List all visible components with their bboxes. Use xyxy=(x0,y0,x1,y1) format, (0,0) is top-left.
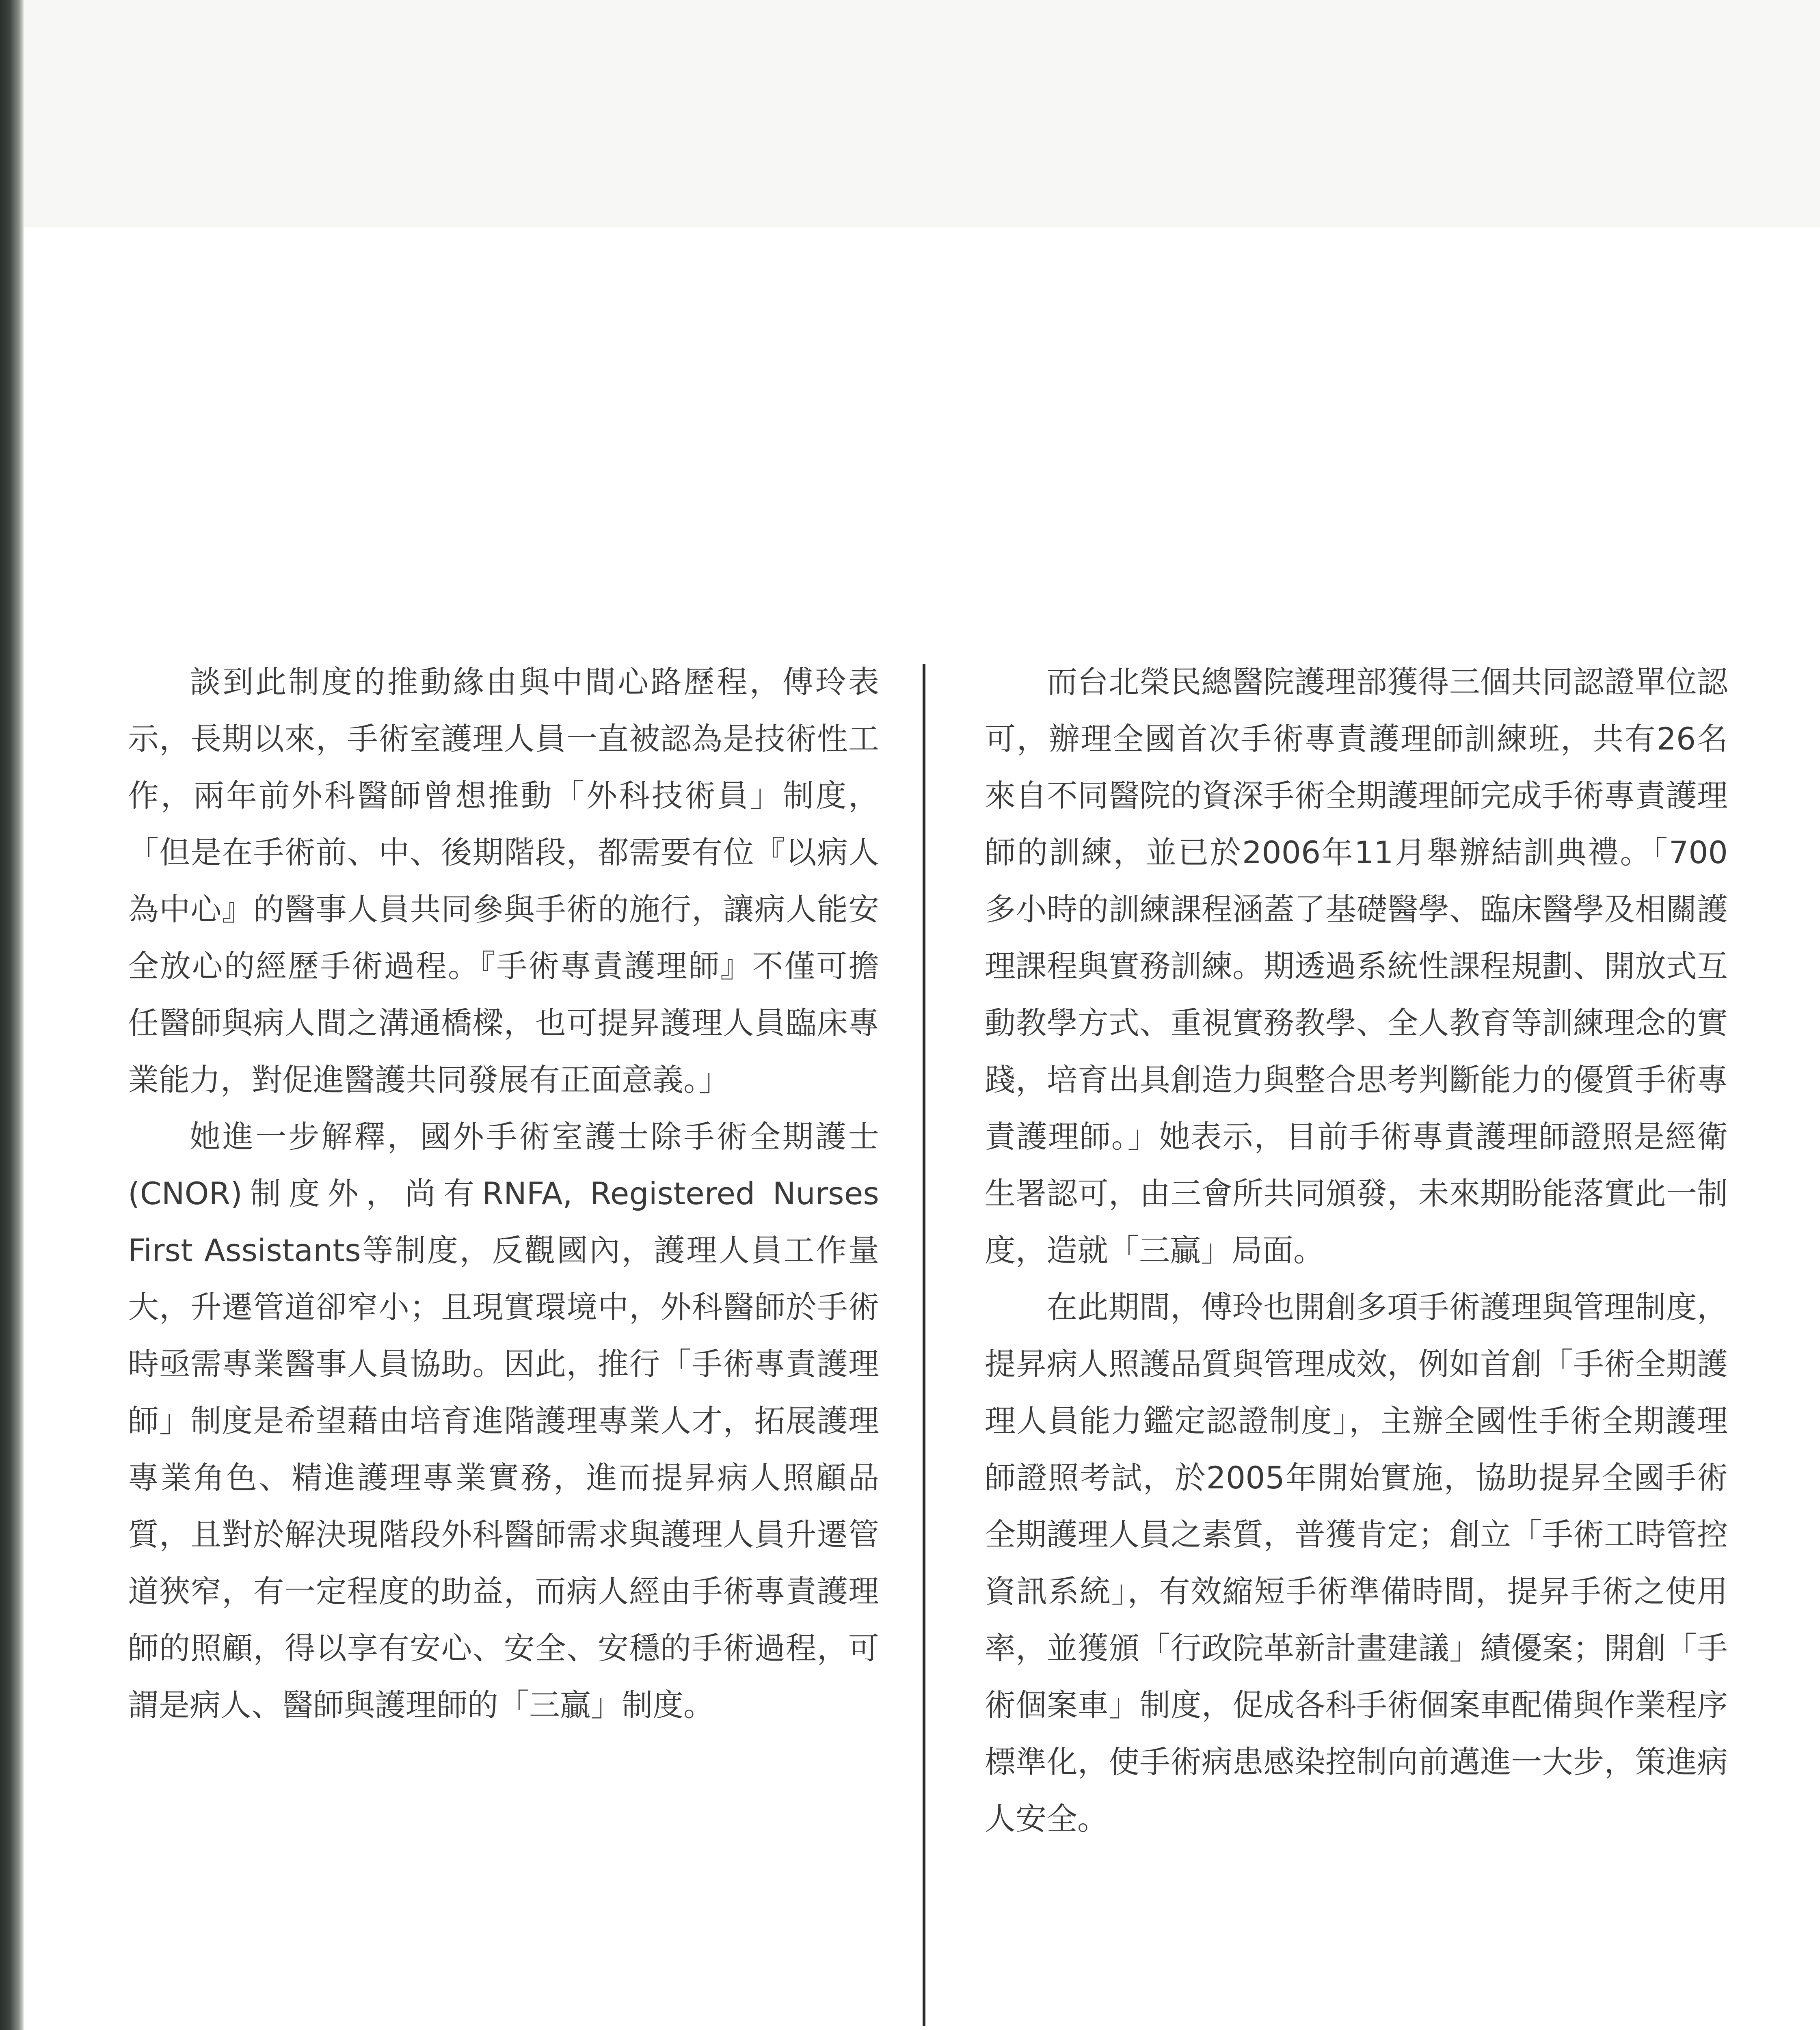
page-binding-edge xyxy=(0,0,24,2030)
top-background-band xyxy=(24,0,1820,227)
right-paragraph-2: 在此期間，傅玲也開創多項手術護理與管理制度，提昇病人照護品質與管理成效，例如首創「手術全期護理人員能力鑑定認證制度」，主辦全國性手術全期護理師證照考試，於2005年開始實施，協助提昇全國手術全期護理人員之素質，普獲肯定；創立「手術工時管控資訊系統」，有效縮短手術準備時間，提昇手術之使用率，並獲頒「行政院革新計畫建議」績優案；開創「手術個案車」制度，促成各科手術個案車配備與作業程序標準化，使手術病患感染控制向前邁進一大步，策進病人安全。 xyxy=(985,1289,1728,1837)
article-right-column xyxy=(985,654,1728,1847)
right-paragraph-1: 而台北榮民總醫院護理部獲得三個共同認證單位認可，辦理全國首次手術專責護理師訓練班，共有26名來自不同醫院的資深手術全期護理師完成手術專責護理師的訓練，並已於2006年11月舉辦結訓典禮。「700多小時的訓練課程涵蓋了基礎醫學、臨床醫學及相關護理課程與實務訓練。期透過系統性課程規劃、開放式互動教學方式、重視實務教學、全人教育等訓練理念的實踐，培育出具創造力與整合思考判斷能力的優質手術專責護理師。」她表示，目前手術專責護理師證照是經衛生署認可，由三會所共同頒發，未來期盼能落實此一制度，造就「三贏」局面。 xyxy=(985,664,1728,1268)
article-left-column xyxy=(128,654,879,1734)
left-paragraph-2: 她進一步解釋，國外手術室護士除手術全期護士(CNOR)制度外，尚有RNFA, Registered Nurses First Assistants等制度，反觀國內，護理人員工作量大，升遷管道卻窄小；且現實環境中，外科醫師於手術時亟需專業醫事人員協助。因此，推行「手術專責護理師」制度是希望藉由培育進階護理專業人才，拓展護理專業角色、精進護理專業實務，進而提昇病人照顧品質，且對於解決現階段外科醫師需求與護理人員升遷管道狹窄，有一定程度的助益，而病人經由手術專責護理師的照顧，得以享有安心、安全、安穩的手術過程，可謂是病人、醫師與護理師的「三贏」制度。 xyxy=(128,1119,879,1723)
left-paragraph-1: 談到此制度的推動緣由與中間心路歷程，傅玲表示，長期以來，手術室護理人員一直被認為是技術性工作，兩年前外科醫師曾想推動「外科技術員」制度，「但是在手術前、中、後期階段，都需要有位『以病人為中心』的醫事人員共同參與手術的施行，讓病人能安全放心的經歷手術過程。『手術專責護理師』不僅可擔任醫師與病人間之溝通橋樑，也可提昇護理人員臨床專業能力，對促進醫護共同發展有正面意義。」 xyxy=(128,664,879,1098)
column-divider xyxy=(923,664,925,2026)
